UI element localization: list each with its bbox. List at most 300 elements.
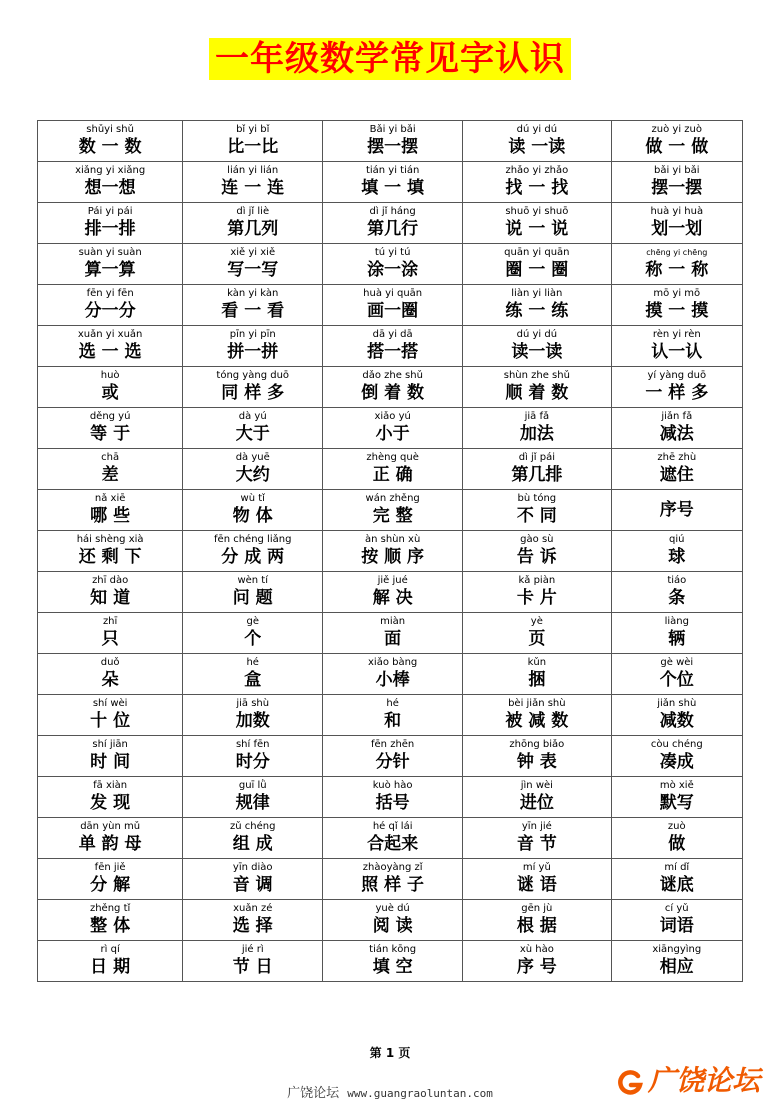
hanzi-word: 合起来 xyxy=(367,834,419,854)
vocab-cell xyxy=(38,900,183,941)
table-row xyxy=(38,449,743,490)
vocab-cell xyxy=(463,572,611,613)
pinyin: lián yi lián xyxy=(227,165,279,176)
hanzi-word: 音 调 xyxy=(232,875,273,895)
hanzi-word: 知 道 xyxy=(90,588,131,608)
hanzi-word: 看 一 看 xyxy=(221,301,285,321)
hanzi-word: 拼一拼 xyxy=(227,342,279,362)
pinyin: guī lǜ xyxy=(238,780,267,791)
hanzi-word: 十 位 xyxy=(90,711,131,731)
vocab-cell xyxy=(323,695,463,736)
footer-url: www.guangraoluntan.com xyxy=(347,1087,493,1100)
pinyin: xuǎn yi xuǎn xyxy=(77,329,143,340)
pinyin: zhī dào xyxy=(92,575,129,586)
vocab-cell xyxy=(611,777,742,818)
pinyin: xiǎo bàng xyxy=(368,657,418,668)
vocab-cell xyxy=(463,367,611,408)
pinyin: dì jǐ háng xyxy=(369,206,416,217)
pinyin: tóng yàng duō xyxy=(216,370,290,381)
pinyin: kǔn xyxy=(527,657,547,668)
pinyin: shí fēn xyxy=(235,739,270,750)
vocab-cell xyxy=(611,900,742,941)
table-row xyxy=(38,859,743,900)
vocabulary-table xyxy=(37,120,743,982)
hanzi-word: 钟 表 xyxy=(516,752,557,772)
hanzi-word: 单 韵 母 xyxy=(78,834,142,854)
vocab-cell xyxy=(38,285,183,326)
hanzi-word: 面 xyxy=(384,629,402,649)
table-row xyxy=(38,900,743,941)
hanzi-word: 第几行 xyxy=(367,219,419,239)
hanzi-word: 等 于 xyxy=(90,424,131,444)
hanzi-word: 节 日 xyxy=(232,957,273,977)
vocab-cell xyxy=(611,736,742,777)
hanzi-word: 只 xyxy=(101,629,119,649)
vocab-cell xyxy=(38,572,183,613)
hanzi-word: 和 xyxy=(384,711,402,731)
pinyin: shǔyi shǔ xyxy=(86,124,134,135)
table-row xyxy=(38,695,743,736)
pinyin: gēn jù xyxy=(521,903,553,914)
hanzi-word: 大约 xyxy=(235,465,270,485)
vocab-cell xyxy=(38,654,183,695)
vocab-cell xyxy=(183,900,323,941)
pinyin: xiě yi xiě xyxy=(230,247,276,258)
vocab-cell xyxy=(38,449,183,490)
vocab-cell xyxy=(183,490,323,531)
hanzi-word: 音 节 xyxy=(516,834,557,854)
vocab-cell xyxy=(183,818,323,859)
vocab-cell xyxy=(611,654,742,695)
hanzi-word: 做 xyxy=(668,834,686,854)
hanzi-word: 解 决 xyxy=(372,588,413,608)
hanzi-word: 练 一 练 xyxy=(505,301,569,321)
vocab-cell xyxy=(183,859,323,900)
vocab-cell xyxy=(323,244,463,285)
table-row xyxy=(38,613,743,654)
vocab-cell xyxy=(611,326,742,367)
pinyin: pīn yi pīn xyxy=(229,329,276,340)
pinyin: bǐ yi bǐ xyxy=(236,124,270,135)
vocab-cell xyxy=(463,326,611,367)
hanzi-word: 想一想 xyxy=(84,178,136,198)
hanzi-word: 整 体 xyxy=(90,916,131,936)
pinyin: bèi jiǎn shù xyxy=(508,698,566,709)
vocab-cell xyxy=(183,244,323,285)
vocab-cell xyxy=(463,900,611,941)
pinyin: shí wèi xyxy=(92,698,128,709)
vocab-cell xyxy=(463,449,611,490)
vocab-cell xyxy=(323,162,463,203)
pinyin: còu chéng xyxy=(650,739,703,750)
vocab-cell xyxy=(611,121,742,162)
pinyin: rèn yi rèn xyxy=(652,329,701,340)
pinyin: shùn zhe shǔ xyxy=(503,370,570,381)
vocab-cell xyxy=(323,121,463,162)
vocab-cell xyxy=(611,531,742,572)
pinyin: wán zhěng xyxy=(365,493,420,504)
table-row xyxy=(38,326,743,367)
pinyin: zhǎo yi zhǎo xyxy=(505,165,569,176)
pinyin: zhōng biǎo xyxy=(509,739,565,750)
pinyin: dā yi dā xyxy=(372,329,413,340)
table-row xyxy=(38,203,743,244)
pinyin: zhěng tǐ xyxy=(89,903,131,914)
hanzi-word: 认一认 xyxy=(651,342,703,362)
hanzi-word: 选 择 xyxy=(232,916,273,936)
vocab-cell xyxy=(323,572,463,613)
vocab-cell xyxy=(611,859,742,900)
pinyin: zuò xyxy=(667,821,686,832)
pinyin: jiǎn shù xyxy=(657,698,697,709)
footer-site-name: 广饶论坛 xyxy=(287,1086,340,1101)
pinyin: dì jǐ liè xyxy=(236,206,270,217)
pinyin: tián yi tián xyxy=(365,165,420,176)
pinyin: huò xyxy=(100,370,120,381)
vocab-cell xyxy=(323,777,463,818)
hanzi-word: 或 xyxy=(101,383,119,403)
vocab-cell xyxy=(323,900,463,941)
vocab-cell xyxy=(463,859,611,900)
vocab-cell xyxy=(463,941,611,982)
hanzi-word: 划一划 xyxy=(651,219,703,239)
hanzi-word: 时分 xyxy=(235,752,270,772)
hanzi-word: 搭一搭 xyxy=(367,342,419,362)
pinyin: nǎ xiē xyxy=(94,493,126,504)
hanzi-word: 遮住 xyxy=(659,465,694,485)
pinyin: kàn yi kàn xyxy=(227,288,279,299)
hanzi-word: 说 一 说 xyxy=(505,219,569,239)
vocab-cell xyxy=(38,531,183,572)
table-row xyxy=(38,244,743,285)
hanzi-word: 减法 xyxy=(659,424,694,444)
pinyin: dú yi dú xyxy=(516,124,558,135)
vocab-cell xyxy=(463,613,611,654)
vocab-cell xyxy=(611,613,742,654)
hanzi-word: 第几排 xyxy=(511,465,563,485)
pinyin: fēn yi fēn xyxy=(86,288,134,299)
hanzi-word: 朵 xyxy=(101,670,119,690)
hanzi-word: 默写 xyxy=(659,793,694,813)
table-row xyxy=(38,777,743,818)
vocab-cell xyxy=(323,654,463,695)
vocab-cell xyxy=(183,326,323,367)
hanzi-word: 日 期 xyxy=(90,957,131,977)
page-number: 第 1 页 xyxy=(369,1046,411,1060)
hanzi-word: 一 样 多 xyxy=(645,383,709,403)
pinyin: hái shèng xià xyxy=(76,534,144,545)
vocab-cell xyxy=(38,695,183,736)
vocab-cell xyxy=(463,162,611,203)
hanzi-word: 涂一涂 xyxy=(367,260,419,280)
pinyin: dà yuē xyxy=(235,452,270,463)
title-wrapper xyxy=(0,38,780,80)
hanzi-word: 谜底 xyxy=(659,875,694,895)
hanzi-word: 哪 些 xyxy=(90,506,131,526)
pinyin: fēn jiě xyxy=(94,862,126,873)
hanzi-word: 照 样 子 xyxy=(361,875,425,895)
table-row xyxy=(38,490,743,531)
pinyin: mō yi mō xyxy=(653,288,701,299)
pinyin: jiā shù xyxy=(236,698,270,709)
hanzi-word: 选 一 选 xyxy=(78,342,142,362)
vocab-cell xyxy=(323,449,463,490)
hanzi-word: 摸 一 摸 xyxy=(645,301,709,321)
hanzi-word: 球 xyxy=(668,547,686,567)
vocab-cell xyxy=(463,736,611,777)
vocab-cell xyxy=(183,736,323,777)
pinyin: Bǎi yi bǎi xyxy=(369,124,416,135)
vocab-cell xyxy=(183,777,323,818)
hanzi-word: 页 xyxy=(528,629,546,649)
vocab-cell xyxy=(183,285,323,326)
hanzi-word: 时 间 xyxy=(90,752,131,772)
pinyin: yīn jié xyxy=(521,821,552,832)
table-row xyxy=(38,736,743,777)
vocab-cell xyxy=(463,203,611,244)
vocab-cell xyxy=(183,572,323,613)
pinyin: fā xiàn xyxy=(93,780,128,791)
hanzi-word: 辆 xyxy=(668,629,686,649)
hanzi-word: 序 号 xyxy=(516,957,557,977)
pinyin: jiǎn fǎ xyxy=(661,411,693,422)
hanzi-word: 正 确 xyxy=(372,465,413,485)
vocab-cell xyxy=(38,613,183,654)
pinyin: jìn wèi xyxy=(520,780,553,791)
hanzi-word: 卡 片 xyxy=(516,588,557,608)
hanzi-word: 相应 xyxy=(659,957,694,977)
pinyin: zuò yi zuò xyxy=(651,124,703,135)
vocab-cell xyxy=(611,695,742,736)
pinyin: yuè dú xyxy=(375,903,410,914)
vocab-cell xyxy=(463,531,611,572)
vocab-cell xyxy=(183,162,323,203)
vocab-cell xyxy=(183,531,323,572)
hanzi-word: 大于 xyxy=(235,424,270,444)
pinyin: xiǎng yi xiǎng xyxy=(75,165,146,176)
pinyin: yè xyxy=(530,616,543,627)
logo-text: 广饶论坛 xyxy=(648,1064,761,1097)
vocab-cell xyxy=(323,859,463,900)
pinyin: shí jiān xyxy=(92,739,128,750)
vocab-cell xyxy=(183,121,323,162)
hanzi-word: 小于 xyxy=(375,424,410,444)
pinyin: mí dǐ xyxy=(664,862,690,873)
vocab-cell xyxy=(323,613,463,654)
vocab-cell xyxy=(463,408,611,449)
page-title: 一年级数学常见字认识 xyxy=(209,38,571,80)
vocab-cell xyxy=(183,613,323,654)
vocab-cell xyxy=(323,941,463,982)
pinyin: zhàoyàng zǐ xyxy=(362,862,423,873)
pinyin: quān yi quān xyxy=(504,247,570,258)
hanzi-word: 根 据 xyxy=(516,916,557,936)
table-row xyxy=(38,408,743,449)
hanzi-word: 同 样 多 xyxy=(221,383,285,403)
pinyin: tiáo xyxy=(667,575,687,586)
pinyin: xiāngyìng xyxy=(652,944,702,955)
vocab-cell xyxy=(183,449,323,490)
hanzi-word: 画一圈 xyxy=(367,301,419,321)
hanzi-word: 比一比 xyxy=(227,137,279,157)
hanzi-word: 摆一摆 xyxy=(651,178,703,198)
pinyin: děng yú xyxy=(89,411,131,422)
vocab-cell xyxy=(611,449,742,490)
vocab-cell xyxy=(463,244,611,285)
hanzi-word: 称 一 称 xyxy=(645,260,709,280)
hanzi-word: 还 剩 下 xyxy=(78,547,142,567)
pinyin: hé qǐ lái xyxy=(372,821,413,832)
vocab-cell xyxy=(183,367,323,408)
pinyin: zhī xyxy=(102,616,118,627)
vocab-cell xyxy=(323,818,463,859)
pinyin: cí yǔ xyxy=(664,903,689,914)
vocab-cell xyxy=(38,818,183,859)
vocab-cell xyxy=(323,203,463,244)
hanzi-word: 进位 xyxy=(519,793,554,813)
hanzi-word: 小棒 xyxy=(375,670,410,690)
hanzi-word: 找 一 找 xyxy=(505,178,569,198)
vocab-cell xyxy=(463,695,611,736)
vocab-cell xyxy=(38,203,183,244)
hanzi-word: 算一算 xyxy=(84,260,136,280)
vocab-cell xyxy=(463,777,611,818)
vocab-cell xyxy=(611,244,742,285)
hanzi-word: 排一排 xyxy=(84,219,136,239)
vocabulary-table-body xyxy=(38,121,743,982)
pinyin: chēng yi chēng xyxy=(646,248,708,257)
vocab-cell xyxy=(38,490,183,531)
pinyin: gè xyxy=(246,616,259,627)
pinyin: wù tǐ xyxy=(240,493,265,504)
hanzi-word: 告 诉 xyxy=(516,547,557,567)
hanzi-word: 完 整 xyxy=(372,506,413,526)
pinyin: mò xiě xyxy=(659,780,694,791)
table-row xyxy=(38,818,743,859)
hanzi-word: 问 题 xyxy=(232,588,273,608)
hanzi-word: 词语 xyxy=(659,916,694,936)
hanzi-word: 凑成 xyxy=(659,752,694,772)
hanzi-word: 物 体 xyxy=(232,506,273,526)
pinyin: qiú xyxy=(669,534,685,545)
vocab-cell xyxy=(38,777,183,818)
table-row xyxy=(38,162,743,203)
pinyin: liàn yi liàn xyxy=(511,288,563,299)
vocab-cell xyxy=(38,859,183,900)
pinyin: gè wèi xyxy=(660,657,694,668)
pinyin: miàn xyxy=(380,616,406,627)
hanzi-word: 做 一 做 xyxy=(645,137,709,157)
hanzi-word: 分 成 两 xyxy=(221,547,285,567)
hanzi-word: 组 成 xyxy=(232,834,273,854)
hanzi-word: 发 现 xyxy=(90,793,131,813)
pinyin: xiǎo yú xyxy=(374,411,411,422)
pinyin: jiě jué xyxy=(377,575,408,586)
pinyin: dì jǐ pái xyxy=(518,452,555,463)
hanzi-word: 个 xyxy=(244,629,262,649)
vocab-cell xyxy=(611,203,742,244)
pinyin: zhèng què xyxy=(366,452,419,463)
vocab-cell xyxy=(183,941,323,982)
pinyin: hé xyxy=(246,657,259,668)
pinyin: chā xyxy=(101,452,120,463)
pinyin: xù hào xyxy=(519,944,554,955)
table-row xyxy=(38,367,743,408)
hanzi-word: 盒 xyxy=(244,670,262,690)
hanzi-word: 分一分 xyxy=(84,301,136,321)
hanzi-word: 第几列 xyxy=(227,219,279,239)
vocab-cell xyxy=(323,326,463,367)
table-row xyxy=(38,572,743,613)
hanzi-word: 顺 着 数 xyxy=(505,383,569,403)
hanzi-word: 写一写 xyxy=(227,260,279,280)
hanzi-word: 捆 xyxy=(528,670,546,690)
hanzi-word: 条 xyxy=(668,588,686,608)
vocab-cell xyxy=(611,818,742,859)
hanzi-word: 分 解 xyxy=(90,875,131,895)
vocab-cell xyxy=(38,326,183,367)
table-row xyxy=(38,285,743,326)
pinyin: yí yàng duō xyxy=(647,370,707,381)
hanzi-word: 加数 xyxy=(235,711,270,731)
pinyin: kuò hào xyxy=(372,780,413,791)
pinyin: àn shùn xù xyxy=(364,534,421,545)
pinyin: huà yi quān xyxy=(363,288,423,299)
pinyin: liàng xyxy=(664,616,689,627)
vocab-cell xyxy=(463,285,611,326)
vocab-cell xyxy=(323,490,463,531)
vocab-cell xyxy=(463,654,611,695)
hanzi-word: 减数 xyxy=(659,711,694,731)
site-logo xyxy=(616,1064,776,1098)
vocab-cell xyxy=(38,244,183,285)
pinyin: yīn diào xyxy=(232,862,273,873)
pinyin: zǔ chéng xyxy=(230,821,276,832)
vocab-cell xyxy=(38,408,183,449)
hanzi-word: 谜 语 xyxy=(516,875,557,895)
vocab-cell xyxy=(38,941,183,982)
pinyin: dú yi dú xyxy=(516,329,558,340)
pinyin: xuǎn zé xyxy=(233,903,273,914)
table-row xyxy=(38,941,743,982)
hanzi-word: 不 同 xyxy=(516,506,557,526)
hanzi-word: 序号 xyxy=(659,500,694,520)
vocab-cell xyxy=(323,285,463,326)
hanzi-word: 被 减 数 xyxy=(505,711,569,731)
pinyin: shuō yi shuō xyxy=(505,206,569,217)
vocab-cell xyxy=(463,818,611,859)
vocab-cell xyxy=(323,367,463,408)
hanzi-word: 倒 着 数 xyxy=(361,383,425,403)
pinyin: zhē zhù xyxy=(657,452,697,463)
pinyin: dǎo zhe shǔ xyxy=(362,370,423,381)
vocab-cell xyxy=(611,367,742,408)
vocab-cell xyxy=(183,203,323,244)
pinyin: kǎ piàn xyxy=(518,575,556,586)
vocab-cell xyxy=(38,121,183,162)
vocab-cell xyxy=(611,941,742,982)
hanzi-word: 个位 xyxy=(659,670,694,690)
pinyin: wèn tí xyxy=(237,575,268,586)
pinyin: jiā fǎ xyxy=(524,411,550,422)
vocab-cell xyxy=(611,285,742,326)
hanzi-word: 分针 xyxy=(375,752,410,772)
vocab-cell xyxy=(38,736,183,777)
vocab-cell xyxy=(463,490,611,531)
vocab-cell xyxy=(611,408,742,449)
pinyin: huà yi huà xyxy=(650,206,704,217)
pinyin: fēn chéng liǎng xyxy=(214,534,292,545)
